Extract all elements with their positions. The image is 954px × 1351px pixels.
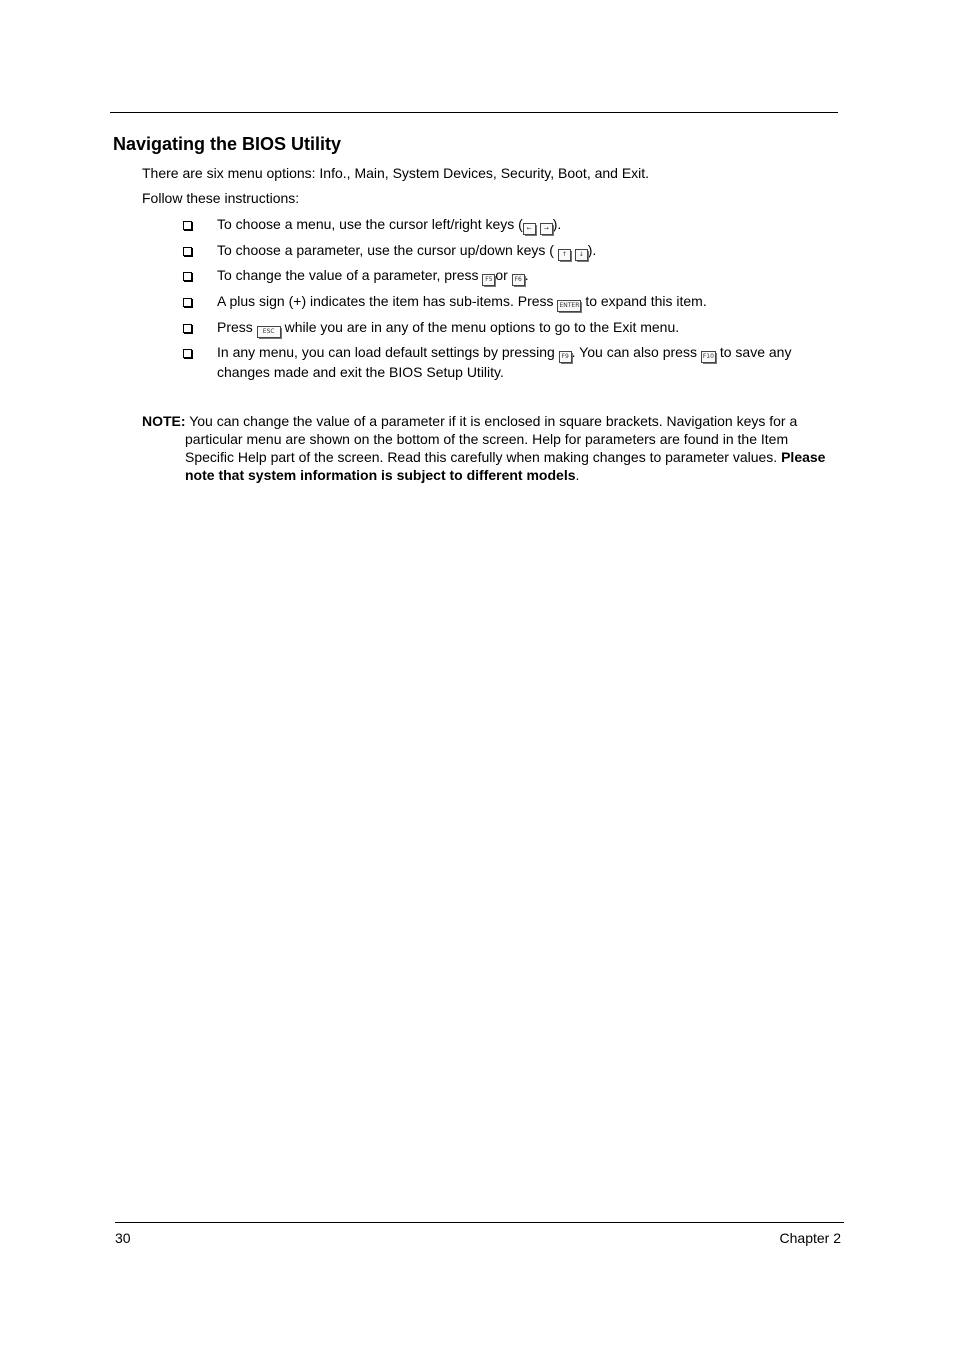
note-emphasis: Please	[781, 449, 826, 465]
checkbox-bullet-icon	[183, 221, 192, 230]
note-label: NOTE:	[142, 413, 186, 429]
list-item-text: To change the value of a parameter, press	[217, 267, 483, 283]
follow-instructions-paragraph: Follow these instructions:	[142, 190, 300, 206]
section-heading: Navigating the BIOS Utility	[113, 134, 342, 154]
list-item-text: to save any	[715, 344, 792, 360]
f10-key-icon: F10	[701, 351, 716, 363]
f5-key-icon: F5	[482, 274, 495, 286]
list-item-text: while you are in any of the menu options to go to the Exit menu.	[280, 319, 680, 335]
list-item-text: ).	[552, 216, 562, 232]
note-text: You can change the value of a parameter if it is enclosed in square brackets. Navigation keys for a	[185, 413, 798, 429]
note-text: .	[575, 467, 580, 483]
note-emphasis: note that system information is subject to different models	[185, 467, 576, 483]
checkbox-bullet-icon	[183, 349, 192, 358]
checkbox-bullet-icon	[183, 247, 192, 256]
list-item-text: A plus sign (+) indicates the item has sub-items. Press	[217, 293, 558, 309]
list-item-text: Press	[217, 319, 257, 335]
f6-key-icon: F6	[512, 274, 525, 286]
esc-key-icon: ESC	[257, 326, 281, 338]
list-item-text: or	[495, 267, 512, 283]
down-arrow-key-icon: ↓	[575, 249, 588, 261]
intro-paragraph: There are six menu options: Info., Main, System Devices, Security, Boot, and Exit.	[142, 165, 650, 181]
list-item-text: ).	[587, 242, 597, 258]
list-item-text: . You can also press	[571, 344, 701, 360]
checkbox-bullet-icon	[183, 298, 192, 307]
chapter-label: Chapter 2	[779, 1230, 841, 1246]
list-item-text: changes made and exit the BIOS Setup Utility.	[217, 364, 504, 380]
left-arrow-key-icon: ←	[523, 223, 536, 235]
note-text: particular menu are shown on the bottom of the screen. Help for parameters are found in the Item	[185, 431, 789, 447]
checkbox-bullet-icon	[183, 324, 192, 333]
list-item-text: to expand this item.	[581, 293, 707, 309]
note-text: Specific Help part of the screen. Read this carefully when making changes to parameter values.	[185, 449, 782, 465]
f9-key-icon: F9	[559, 351, 572, 363]
list-item-text: To choose a menu, use the cursor left/right keys (	[217, 216, 523, 232]
page-number: 30	[115, 1230, 131, 1246]
note-block	[142, 412, 842, 484]
list-item-text: In any menu, you can load default settings by pressing	[217, 344, 559, 360]
footer-rule	[115, 1222, 844, 1223]
list-item-text: To choose a parameter, use the cursor up/down keys (	[217, 242, 558, 258]
enter-key-icon: ENTER	[557, 300, 581, 312]
checkbox-bullet-icon	[183, 272, 192, 281]
right-arrow-key-icon: →	[540, 223, 553, 235]
list-item-text: .	[524, 267, 529, 283]
up-arrow-key-icon: ↑	[558, 249, 571, 261]
header-rule	[110, 112, 838, 113]
